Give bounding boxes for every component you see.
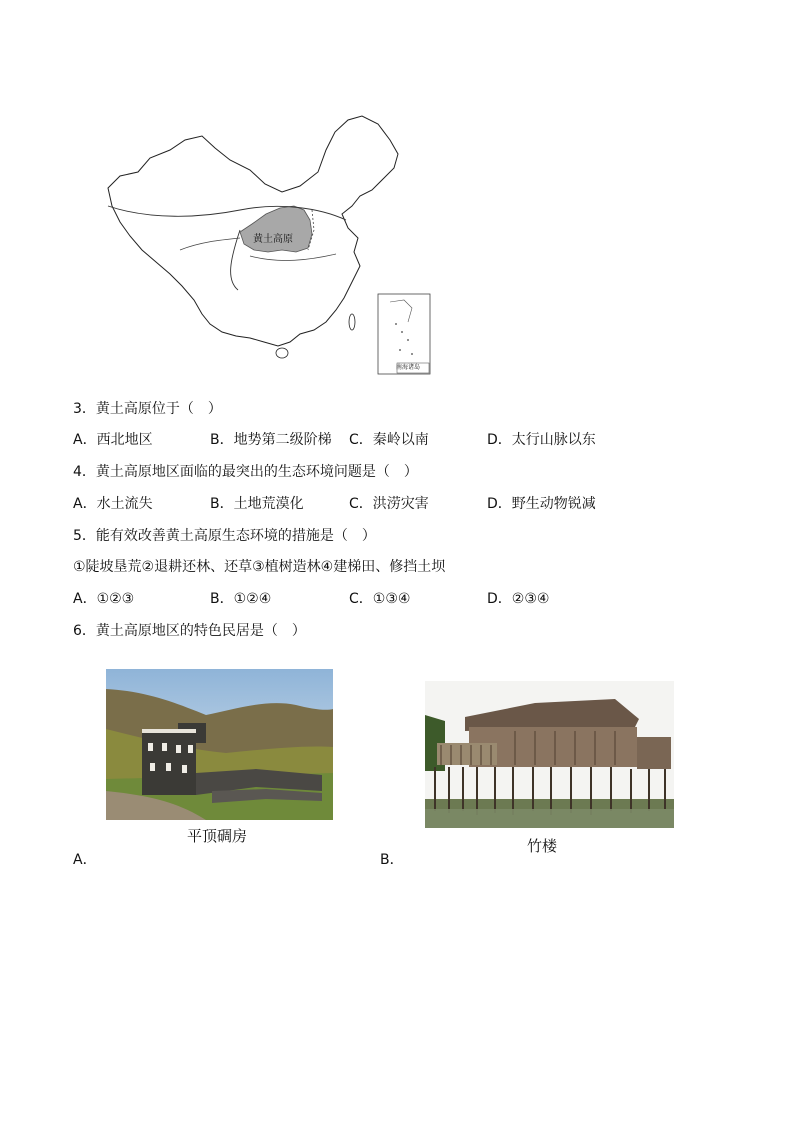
stilt-house-photo[interactable] [425, 681, 674, 828]
question-3-option-a[interactable]: A．西北地区 [73, 432, 153, 448]
question-3-option-b[interactable]: B．地势第二级阶梯 [210, 432, 332, 448]
question-3-stem: 3．黄土高原位于（ ） [73, 401, 222, 417]
question-4-option-b[interactable]: B．土地荒漠化 [210, 496, 304, 512]
question-3-option-d[interactable]: D．太行山脉以东 [487, 432, 596, 448]
question-5-option-d[interactable]: D．②③④ [487, 591, 550, 607]
china-map [90, 110, 440, 380]
question-5-option-a[interactable]: A．①②③ [73, 591, 135, 607]
question-5-option-c[interactable]: C．①③④ [349, 591, 411, 607]
question-5-stem: 5．能有效改善黄土高原生态环境的措施是（ ） [73, 528, 376, 544]
question-6-stem: 6．黄土高原地区的特色民居是（ ） [73, 623, 306, 639]
question-4-option-a[interactable]: A．水土流失 [73, 496, 153, 512]
question-4-stem: 4．黄土高原地区面临的最突出的生态环境问题是（ ） [73, 464, 418, 480]
blockhouse-photo[interactable] [106, 669, 333, 820]
south-china-sea-label: 南海诸岛 [396, 364, 421, 371]
blockhouse-image [106, 669, 333, 820]
question-5-option-b[interactable]: B．①②④ [210, 591, 272, 607]
question-6-option-b-letter[interactable]: B． [380, 852, 404, 868]
south-china-sea-inset [378, 294, 430, 374]
option-b-caption: 竹楼 [527, 837, 558, 855]
question-3-option-c[interactable]: C．秦岭以南 [349, 432, 429, 448]
question-4-option-c[interactable]: C．洪涝灾害 [349, 496, 429, 512]
question-6-option-a-letter[interactable]: A． [73, 852, 97, 868]
loess-plateau-label: 黄土高原 [253, 234, 293, 245]
question-4-option-d[interactable]: D．野生动物锐减 [487, 496, 596, 512]
stilt-house-image [425, 681, 674, 828]
option-a-caption: 平顶碉房 [187, 827, 248, 845]
question-5-statement: ①陡坡垦荒②退耕还林、还草③植树造林④建梯田、修挡土坝 [73, 559, 446, 575]
